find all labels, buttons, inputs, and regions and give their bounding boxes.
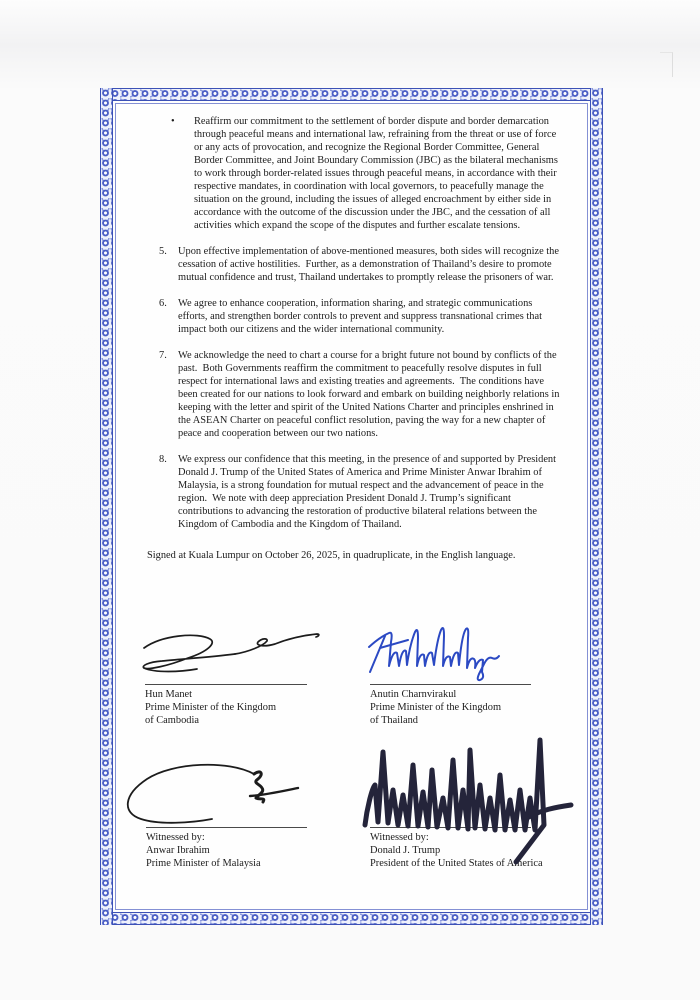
list-item-6-text: We agree to enhance cooperation, information sharing, and strategic communications efforts, and strengthen border controls to prevent and suppress transnational crimes that impact both our citizens and the wider international community. <box>178 298 545 335</box>
signatory-title-line-1: President of the United States of America <box>370 858 543 869</box>
signature-block-donald-trump <box>370 773 543 870</box>
list-item-6 <box>159 297 588 336</box>
list-item-8-number: 8. <box>159 454 167 465</box>
border-ornament-left <box>100 88 113 925</box>
signatory-name: Donald J. Trump <box>370 845 441 856</box>
bullet-marker: • <box>171 116 175 127</box>
signature-line <box>145 684 307 685</box>
signature-block-hun-manet <box>145 630 307 727</box>
signatory-title-line-2: of Thailand <box>370 715 418 726</box>
anwar-ink-strokes <box>128 765 298 823</box>
anutin-signature-ink <box>360 620 540 690</box>
signatory-name: Hun Manet <box>145 689 193 700</box>
signature-line <box>370 684 531 685</box>
list-item-5-text: Upon effective implementation of above-mentioned measures, both sides will recognize the cessation of active hostilities. Further, as a demonstration of Thailand’s desire to promote mutual confidence and trust, Thailand undertakes to promptly release the prisoners of war. <box>178 246 562 283</box>
donald-trump-signature <box>370 773 531 827</box>
signature-block-anwar-ibrahim <box>146 773 307 870</box>
witnessed-by-label: Witnessed by: <box>370 832 429 843</box>
signatory-title-line-1: Prime Minister of the Kingdom <box>145 702 277 713</box>
agreement-text <box>115 104 588 562</box>
witness-label <box>370 831 543 870</box>
photo-artifact-mark <box>660 52 673 77</box>
signatory-name: Anwar Ibrahim <box>146 845 210 856</box>
hun-manet-signature <box>145 630 307 684</box>
witness-label <box>146 831 307 870</box>
witnessed-by-label: Witnessed by: <box>146 832 205 843</box>
list-item-7 <box>159 349 588 440</box>
anutin-ink-strokes <box>369 628 499 680</box>
signatory-name: Anutin Charnvirakul <box>370 689 457 700</box>
list-item-6-number: 6. <box>159 298 167 309</box>
bullet-item <box>171 115 588 232</box>
signatory-label <box>145 688 307 727</box>
bullet-item-text: Reaffirm our commitment to the settlement of border dispute and border demarcation through peaceful means and international law, refraining from the threat or use of force or any acts of provocation, and recognize the Regional Border Committee, General Border Committee, and Joint Boundary Commission (JBC) as the bilateral mechanisms to work through border-related issues through peaceful means, in accordance with their respective mandates, in coordination with local governors, to peacefully manage the situation on the ground, including the issues of alleged encroachment by either side in accordance with the outcome of the discussion under the JBC, and the cessation of all activities which expand the scope of the disputes and further escalate tensions. <box>194 116 561 231</box>
border-ornament-right <box>590 88 603 925</box>
list-item-8-text: We express our confidence that this meeting, in the presence of and supported by President Donald J. Trump of the United States of America and Prime Minister Anwar Ibrahim of Malaysia, is a strong foundation for mutual respect and the advancement of peace in the region. We note with deep appreciation President Donald J. Trump’s significant contributions to advancing the restoration of productive bilateral relations between the Kingdom of Cambodia and the Kingdom of Thailand. <box>178 454 559 530</box>
signatory-title-line-1: Prime Minister of Malaysia <box>146 858 261 869</box>
hun-manet-ink-strokes <box>143 634 318 672</box>
signatory-title-line-2: of Cambodia <box>145 715 199 726</box>
signature-block-anutin-charnvirakul <box>370 630 531 727</box>
border-ornament-bottom <box>100 912 603 925</box>
list-item-5-number: 5. <box>159 246 167 257</box>
border-ornament-top <box>100 88 603 101</box>
hun-manet-signature-ink <box>135 625 325 690</box>
anwar-ibrahim-signature <box>146 773 307 827</box>
signature-line <box>146 827 307 828</box>
signature-line <box>370 827 531 828</box>
list-item-7-text: We acknowledge the need to chart a course for a bright future not bound by conflicts of the past. Both Governments reaffirm the commitment to peacefully resolve disputes in full respect for international laws and existing treaties and agreements. The conditions have been created for our nations to look forward and embark on building neighborly relations in keeping with the letter and spirit of the United Nations Charter and principles enshrined in the ASEAN Charter on peaceful conflict resolution, paving the way for a new chapter of peace and cooperation between our two nations. <box>178 350 563 439</box>
anutin-charnvirakul-signature <box>370 630 531 684</box>
list-item-5 <box>159 245 588 284</box>
signatory-title-line-1: Prime Minister of the Kingdom <box>370 702 502 713</box>
certificate-frame <box>100 88 603 925</box>
signatory-label <box>370 688 531 727</box>
list-item-7-number: 7. <box>159 350 167 361</box>
signing-statement: Signed at Kuala Lumpur on October 26, 2025, in quadruplicate, in the English language. <box>147 550 516 561</box>
list-item-8 <box>159 453 588 531</box>
